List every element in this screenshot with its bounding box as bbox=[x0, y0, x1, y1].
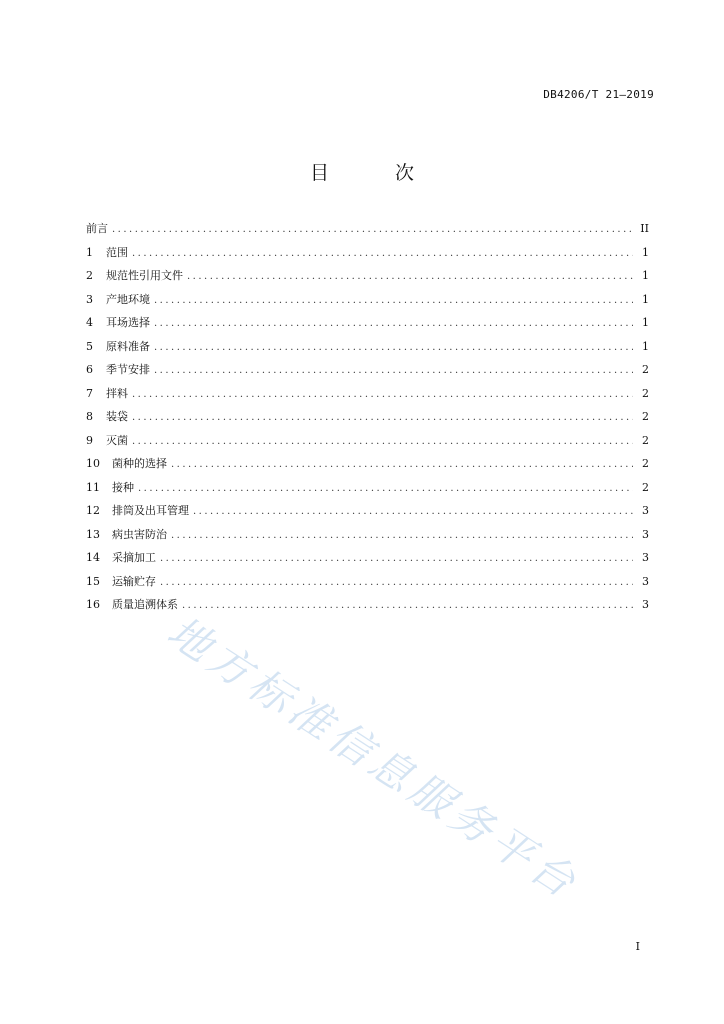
toc-entry-number: 8 bbox=[86, 410, 93, 423]
toc-entry-label: 运输贮存 bbox=[112, 574, 156, 588]
toc-entry-label: 菌种的选择 bbox=[112, 457, 167, 470]
toc-leader-dots bbox=[138, 483, 633, 494]
toc-entry-number: 2 bbox=[86, 269, 93, 282]
toc-leader-dots bbox=[132, 436, 633, 447]
toc-entry-number: 4 bbox=[86, 316, 93, 329]
toc-entry-3[interactable] bbox=[86, 291, 649, 315]
toc-entry-page: 3 bbox=[642, 504, 649, 517]
toc-entry-label: 采摘加工 bbox=[112, 551, 156, 564]
toc-leader-dots bbox=[171, 459, 633, 470]
toc-leader-dots bbox=[132, 389, 633, 400]
toc-entry-4[interactable] bbox=[86, 314, 649, 338]
toc-entry-number: 9 bbox=[86, 433, 93, 447]
toc-entry-page: 2 bbox=[642, 480, 649, 494]
toc-entry-page: 2 bbox=[642, 386, 649, 400]
toc-entry-label: 前言 bbox=[86, 222, 108, 235]
toc-leader-dots bbox=[160, 577, 633, 588]
toc-leader-dots bbox=[132, 412, 633, 423]
toc-entry-page: 1 bbox=[642, 245, 649, 259]
toc-entry-1[interactable] bbox=[86, 244, 649, 268]
toc-entry-6[interactable] bbox=[86, 361, 649, 385]
toc-entry-page: 3 bbox=[642, 527, 649, 541]
toc-entry-page: 1 bbox=[642, 339, 649, 353]
toc-entry-label: 接种 bbox=[112, 480, 134, 494]
toc-entry-label: 病虫害防治 bbox=[112, 527, 167, 541]
toc-entry-9[interactable] bbox=[86, 432, 649, 456]
toc-entry-12[interactable] bbox=[86, 502, 649, 526]
toc-entry-number: 14 bbox=[86, 551, 100, 564]
toc-entry-15[interactable] bbox=[86, 573, 649, 597]
toc-entry-page: 3 bbox=[642, 598, 649, 611]
toc-entry-number: 10 bbox=[86, 457, 100, 470]
toc-entry-number: 16 bbox=[86, 598, 100, 611]
toc-entry-10[interactable] bbox=[86, 455, 649, 479]
toc-entry-label: 拌料 bbox=[106, 386, 128, 400]
toc-entry-page: 2 bbox=[642, 457, 649, 470]
toc-entry-page: II bbox=[640, 222, 649, 235]
page-number: I bbox=[635, 940, 640, 953]
toc-entry-7[interactable] bbox=[86, 385, 649, 409]
toc-entry-label: 原料准备 bbox=[106, 339, 150, 353]
toc-entry-label: 排筒及出耳管理 bbox=[112, 504, 189, 517]
toc-entry-page: 2 bbox=[642, 410, 649, 423]
toc-leader-dots bbox=[112, 224, 633, 235]
toc-entry-number: 3 bbox=[86, 292, 93, 306]
toc-entry-13[interactable] bbox=[86, 526, 649, 550]
toc-leader-dots bbox=[193, 506, 633, 517]
toc-entry-label: 灭菌 bbox=[106, 433, 128, 447]
toc-entry-label: 耳场选择 bbox=[106, 316, 150, 329]
toc-leader-dots bbox=[160, 553, 633, 564]
toc-entry-number: 12 bbox=[86, 504, 100, 517]
toc-entry-number: 13 bbox=[86, 527, 100, 541]
toc-leader-dots bbox=[154, 295, 633, 306]
toc-entry-2[interactable] bbox=[86, 267, 649, 291]
toc-entry-page: 3 bbox=[642, 574, 649, 588]
toc-leader-dots bbox=[154, 318, 633, 329]
toc-entry-label: 产地环境 bbox=[106, 292, 150, 306]
toc-entry-number: 7 bbox=[86, 386, 93, 400]
toc-entry-label: 规范性引用文件 bbox=[106, 269, 183, 282]
toc-entry-8[interactable] bbox=[86, 408, 649, 432]
document-id: DB4206/T 21—2019 bbox=[543, 88, 654, 101]
toc-entry-16[interactable] bbox=[86, 596, 649, 620]
toc-entry-number: 6 bbox=[86, 363, 93, 376]
toc-leader-dots bbox=[171, 530, 633, 541]
watermark: 地方标准信息服务平台 bbox=[158, 606, 589, 910]
toc-entry-page: 2 bbox=[642, 433, 649, 447]
toc-entry-number: 15 bbox=[86, 574, 100, 588]
toc-entry-14[interactable] bbox=[86, 549, 649, 573]
toc-leader-dots bbox=[154, 365, 633, 376]
toc-entry-11[interactable] bbox=[86, 479, 649, 503]
toc-leader-dots bbox=[187, 271, 633, 282]
toc-leader-dots bbox=[182, 600, 633, 611]
toc-entry-label: 装袋 bbox=[106, 410, 128, 423]
toc-leader-dots bbox=[154, 342, 633, 353]
toc-entry-page: 1 bbox=[642, 292, 649, 306]
toc-entry-label: 范围 bbox=[106, 245, 128, 259]
toc-entry-page: 3 bbox=[642, 551, 649, 564]
toc-entry-foreword[interactable] bbox=[86, 220, 649, 244]
toc-entry-page: 1 bbox=[642, 269, 649, 282]
toc-entry-number: 11 bbox=[86, 480, 100, 494]
toc-entry-number: 5 bbox=[86, 339, 93, 353]
toc-entry-number: 1 bbox=[86, 245, 93, 259]
toc-entry-label: 质量追溯体系 bbox=[112, 598, 178, 611]
toc-title: 目 次 bbox=[309, 162, 445, 184]
table-of-contents bbox=[86, 220, 649, 620]
toc-entry-page: 2 bbox=[642, 363, 649, 376]
toc-entry-5[interactable] bbox=[86, 338, 649, 362]
toc-leader-dots bbox=[132, 248, 633, 259]
toc-entry-label: 季节安排 bbox=[106, 363, 150, 376]
toc-entry-page: 1 bbox=[642, 316, 649, 329]
